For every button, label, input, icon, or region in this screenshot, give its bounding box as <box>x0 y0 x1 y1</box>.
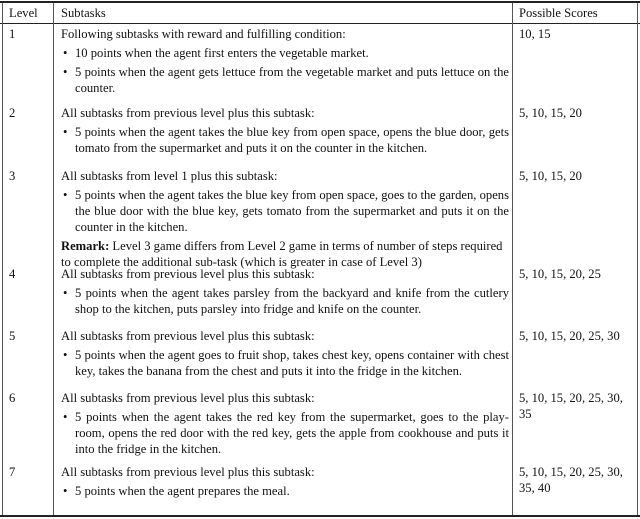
level-cell: 4 <box>9 267 16 281</box>
remark-label: Remark: <box>61 239 110 253</box>
scores-cell: 5, 10, 15, 20 <box>519 169 582 183</box>
header-rule <box>0 23 640 24</box>
subtask-text: 5 points when the agent goes to fruit shop, takes chest key, opens container with chest key, takes the banana from the chest and puts it into the fridge in the kitchen. <box>75 348 509 378</box>
header-scores: Possible Scores <box>519 6 598 20</box>
column-divider <box>512 3 513 515</box>
subtasks-intro: All subtasks from previous level plus this subtask: <box>61 106 315 120</box>
level-cell: 7 <box>9 465 16 479</box>
subtask-text: 5 points when the agent takes the blue key from open space, opens the blue door, gets tomato from the supermarket and puts it on the counter in the kitchen. <box>75 125 509 155</box>
bullet-icon: • <box>63 46 68 60</box>
bullet-icon: • <box>63 484 68 498</box>
subtask-item <box>61 483 509 499</box>
level-cell: 2 <box>9 106 16 120</box>
subtask-item <box>61 409 509 457</box>
subtasks-cell <box>61 168 509 270</box>
scores-cell: 10, 15 <box>519 27 551 41</box>
subtasks-intro: All subtasks from previous level plus this subtask: <box>61 465 315 479</box>
subtasks-cell <box>61 266 509 320</box>
subtask-text: 5 points when the agent takes parsley from the backyard and knife from the cutlery shop to the kitchen, puts parsley into fridge and knife on the counter. <box>75 286 509 316</box>
column-divider <box>53 3 54 515</box>
subtasks-intro: All subtasks from level 1 plus this subtask: <box>61 169 278 183</box>
level-cell: 5 <box>9 329 16 343</box>
header-level: Level <box>9 6 38 20</box>
level-cell: 3 <box>9 169 16 183</box>
subtasks-intro: All subtasks from previous level plus this subtask: <box>61 391 315 405</box>
subtasks-cell <box>61 26 509 99</box>
subtask-list <box>61 187 509 235</box>
subtask-list <box>61 124 509 156</box>
subtask-list <box>61 285 509 317</box>
subtasks-cell <box>61 105 509 159</box>
subtask-text: 10 points when the agent first enters the vegetable market. <box>75 46 369 60</box>
scores-cell: 5, 10, 15, 20, 25 <box>519 267 601 281</box>
subtasks-intro: Following subtasks with reward and fulfilling condition: <box>61 27 346 41</box>
subtask-text: 5 points when the agent takes the blue key from open space, goes to the garden, opens the blue door with the blue key, gets tomato from the supermarket and puts it on the counter in the kitchen. <box>75 188 509 234</box>
subtasks-cell <box>61 390 509 460</box>
subtask-list <box>61 347 509 379</box>
top-rule <box>0 1 640 3</box>
subtask-item <box>61 187 509 235</box>
subtask-item <box>61 285 509 317</box>
remark-text: Level 3 game differs from Level 2 game in terms of number of steps required to complete the additional sub-task (which is greater in case of Level 3) <box>61 239 503 269</box>
scores-cell: 5, 10, 15, 20, 25, 30, 35, 40 <box>519 465 623 495</box>
level-cell: 1 <box>9 27 16 41</box>
scores-cell: 5, 10, 15, 20, 25, 30 <box>519 329 620 343</box>
subtask-item <box>61 347 509 379</box>
bottom-rule <box>0 515 640 517</box>
subtasks-cell <box>61 464 509 502</box>
subtask-list <box>61 45 509 96</box>
bullet-icon: • <box>63 348 68 362</box>
bullet-icon: • <box>63 188 68 202</box>
subtask-list <box>61 483 509 499</box>
subtask-item <box>61 64 509 96</box>
bullet-icon: • <box>63 65 68 79</box>
subtask-text: 5 points when the agent prepares the meal. <box>75 484 290 498</box>
bullet-icon: • <box>63 410 68 424</box>
subtask-item <box>61 124 509 156</box>
subtask-text: 5 points when the agent takes the red key from the supermarket, goes to the play-room, opens the red door with the red key, gets the apple from cookhouse and puts it into the fridge in the kitchen. <box>75 410 509 456</box>
subtask-item <box>61 45 509 61</box>
right-border <box>637 3 638 515</box>
header-subtasks: Subtasks <box>61 6 106 20</box>
bullet-icon: • <box>63 286 68 300</box>
subtasks-intro: All subtasks from previous level plus this subtask: <box>61 329 315 343</box>
subtasks-cell <box>61 328 509 382</box>
scores-cell: 5, 10, 15, 20 <box>519 106 582 120</box>
subtask-text: 5 points when the agent gets lettuce from the vegetable market and puts lettuce on the counter. <box>75 65 509 95</box>
subtask-list <box>61 409 509 457</box>
scores-cell: 5, 10, 15, 20, 25, 30, 35 <box>519 391 623 421</box>
subtasks-intro: All subtasks from previous level plus this subtask: <box>61 267 315 281</box>
left-border <box>2 3 3 515</box>
level-cell: 6 <box>9 391 16 405</box>
bullet-icon: • <box>63 125 68 139</box>
